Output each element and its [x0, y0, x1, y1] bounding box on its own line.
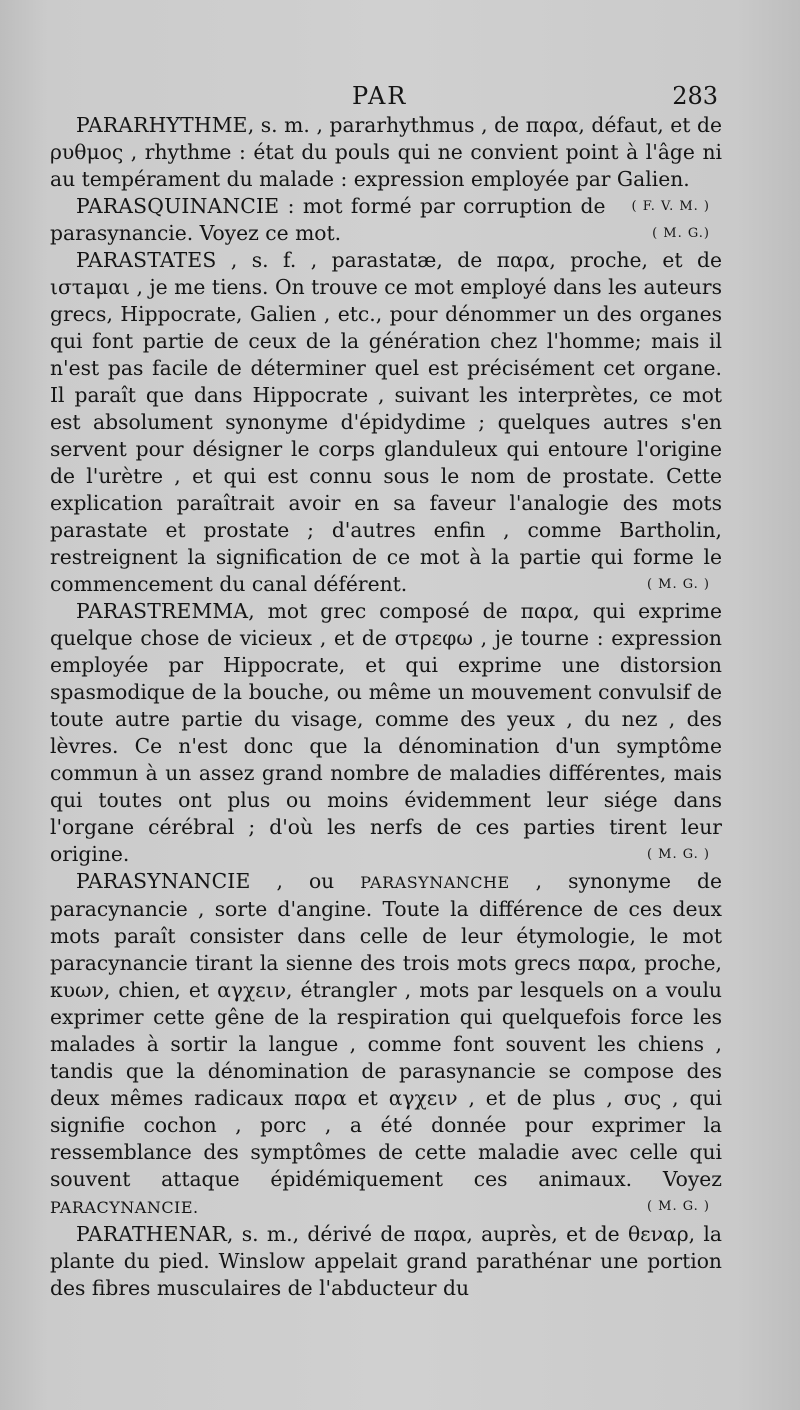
cross-reference: PARASYNANCHE — [360, 873, 510, 892]
running-head: PAR — [352, 82, 408, 110]
page-header — [0, 82, 800, 114]
source-attribution: ( M. G. ) — [646, 577, 710, 592]
entry-body: , synonyme de paracynancie , sorte d'angine. Toute la différence de ces deux mots paraît consister dans celle de leur étymologie, le mot paracynancie tirant la sienne des trois mots grecs παρα, proche, κυων, chien, et αγχειν, étrangler , mots par lesquels on a voulu exprimer cette gêne de la respiration qui quelquefois force les malades à sortir la langue , comme font souvent les chiens , tandis que la dénomination de parasynancie se compose des deux mêmes radicaux παρα et αγχειν , et de plus , συς , qui signifie cochon , porc , a été donnée pour exprimer la ressemblance des symptômes de cette maladie avec celle qui souvent attaque épidémiquement ces animaux. Voyez — [50, 869, 722, 1191]
source-attribution: ( F. V. M. ) — [631, 199, 710, 214]
headword: PARASYNANCIE — [76, 869, 251, 893]
headword: PARASTATES — [76, 248, 217, 272]
page-number: 283 — [672, 82, 718, 110]
source-attribution: ( M. G.) — [652, 226, 710, 241]
entry-body: , s. m. , pararhythmus , de παρα, défaut, et de ρυθμος , rhythme : état du pouls qui ne convient point à l'âge ni au tempérament du malade : expression employée par Galien. — [50, 113, 722, 191]
entry-body: , s. m., dérivé de παρα, auprès, et de θεναρ, la plante du pied. Winslow appelait grand parathénar une portion des fibres musculaires de l'abducteur du — [50, 1222, 722, 1300]
source-attribution: ( M. G. ) — [646, 1199, 710, 1214]
headword: PARARHYTHME — [76, 113, 248, 137]
source-attribution: ( M. G. ) — [646, 847, 710, 862]
entry-parastremma — [50, 598, 722, 868]
entry-parastates — [50, 247, 722, 598]
entry-body: , s. f. , parastatæ, de παρα, proche, et de ιστaμαι , je me tiens. On trouve ce mot employé dans les auteurs grecs, Hippocrate, Galien , etc., pour dénommer un des organes qui font partie de ceux de la génération chez l'homme; mais il n'est pas facile de déterminer quel est précisément cet organe. Il paraît que dans Hippocrate , suivant les interprètes, ce mot est absolument synonyme d'épidydime ; quelques autres s'en servent pour désigner le corps glanduleux qui entoure l'origine de l'urètre , et qui est connu sous le nom de prostate. Cette explication paraîtrait avoir en sa faveur l'analogie des mots parastate et prostate ; d'autres enfin , comme Bartholin, restreignent la signification de ce mot à la partie qui forme le commencement du canal déférent. — [50, 248, 722, 596]
entry-body: : mot formé par corruption de parasynancie. Voyez ce mot. — [50, 194, 606, 245]
dictionary-text — [50, 112, 722, 1302]
entry-parasynancie — [50, 868, 722, 1221]
cross-reference: PARACYNANCIE. — [50, 1198, 199, 1217]
entry-body: , mot grec composé de παρα, qui exprime quelque chose de vicieux , et de στρεφω , je tourne : expression employée par Hippocrate, et qui exprime une distorsion spasmodique de la bouche, ou même un mouvement convulsif de toute autre partie du visage, comme des yeux , du nez , des lèvres. Ce n'est donc que la dénomination d'un symptôme commun à un assez grand nombre de maladies différentes, mais qui toutes ont plus ou moins évidemment leur siége dans l'organe cérébral ; d'où les nerfs de ces parties tirent leur origine. — [50, 599, 722, 866]
headword: PARASTREMMA — [76, 599, 249, 623]
headword: PARATHENAR — [76, 1222, 227, 1246]
entry-parathenar — [50, 1221, 722, 1302]
headword: PARASQUINANCIE — [76, 194, 280, 218]
entry-body-a: , ou — [250, 869, 361, 893]
